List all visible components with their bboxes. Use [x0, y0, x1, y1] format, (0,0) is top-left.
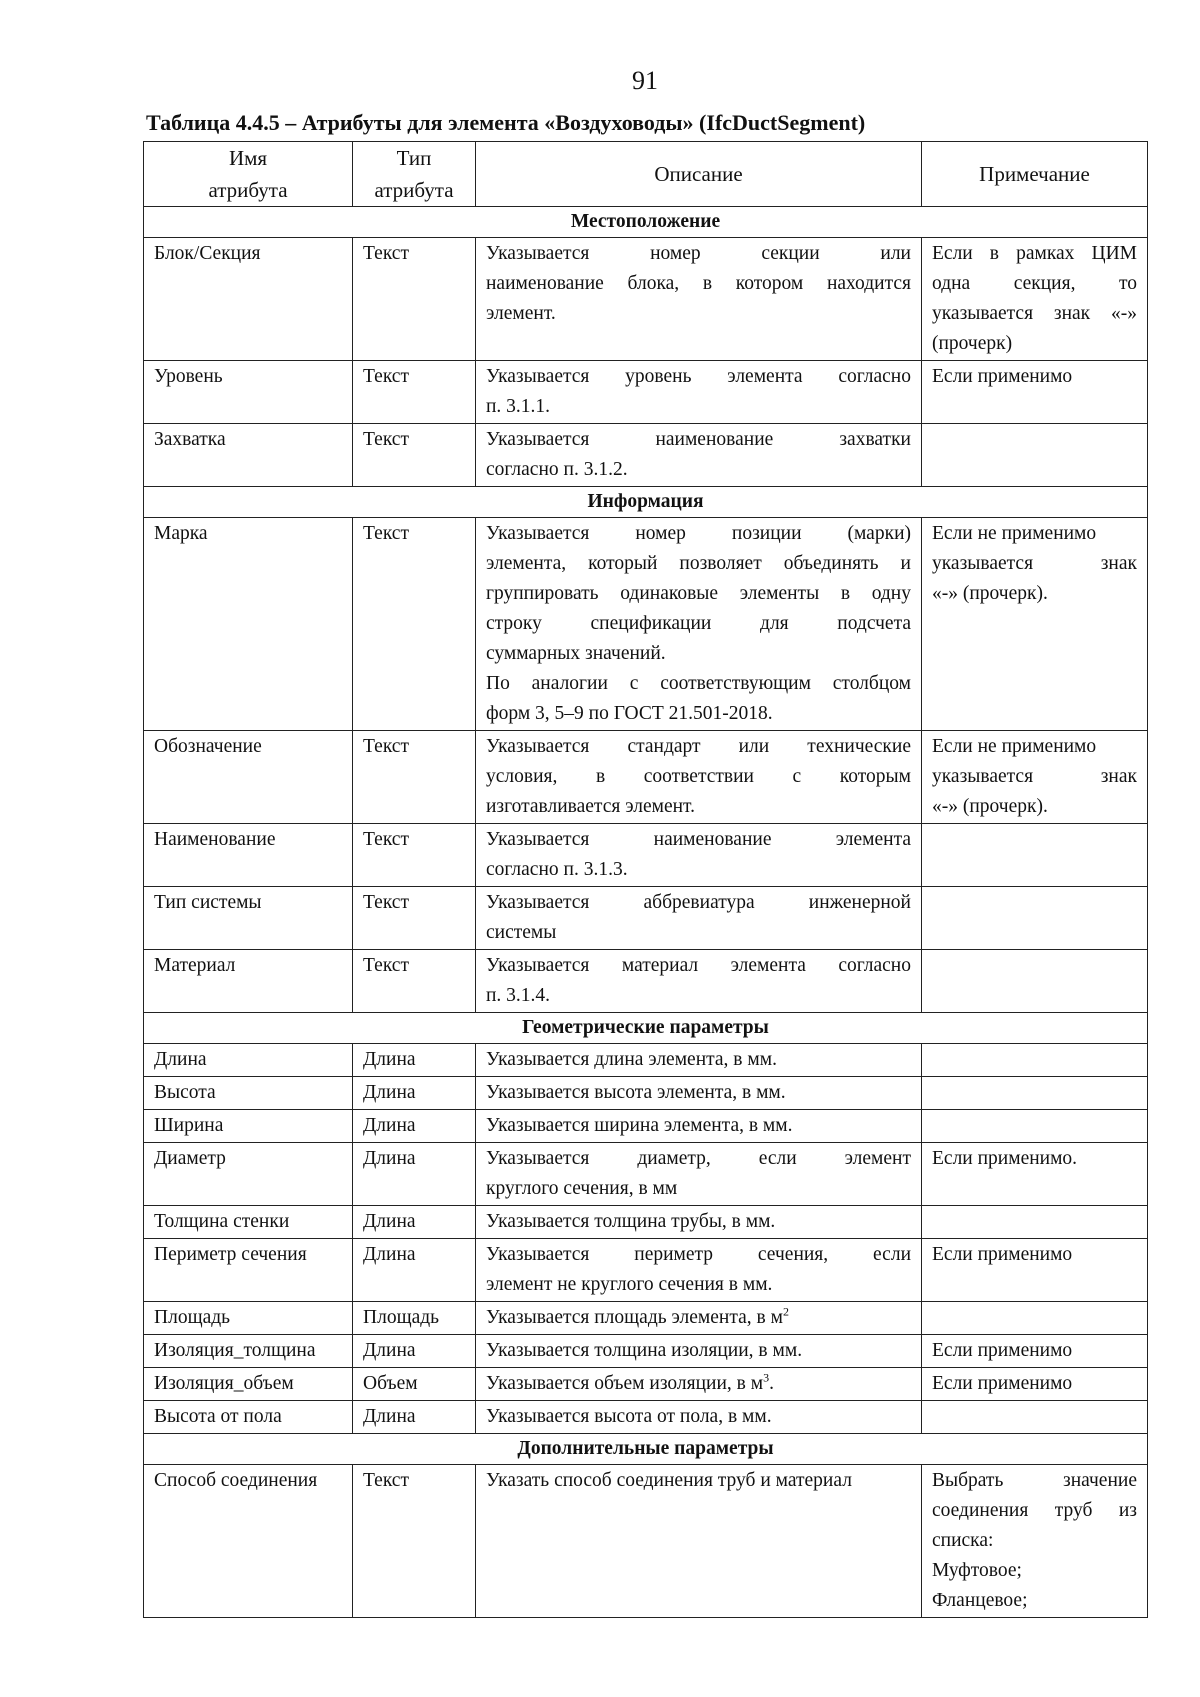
text-line: Указывается длина элемента, в мм.: [486, 1049, 777, 1070]
attribute-type: Длина: [353, 1044, 476, 1077]
text-line: «-» (прочерк).: [932, 583, 1048, 604]
text-line: Указывается материал элемента согласно: [486, 955, 911, 976]
header-type: Тип атрибута: [353, 142, 476, 207]
table-row: [144, 1401, 1148, 1434]
table-row: [144, 824, 1148, 887]
table-row: [144, 887, 1148, 950]
attribute-note: [922, 1465, 1148, 1618]
text-line: Если применимо: [932, 1373, 1073, 1394]
text-line: Выбрать значение: [932, 1470, 1137, 1491]
attribute-description: [476, 518, 922, 731]
attribute-type: Текст: [353, 238, 476, 361]
attribute-description: [476, 731, 922, 824]
text-line: указывается знак «-»: [932, 303, 1137, 324]
table-row: [144, 424, 1148, 487]
text-line: Указать способ соединения труб и материал: [486, 1470, 852, 1491]
table-row: [144, 731, 1148, 824]
attribute-name: Высота: [144, 1077, 353, 1110]
text-line: Указывается аббревиатура инженерной: [486, 892, 911, 913]
attribute-description: [476, 1239, 922, 1302]
attribute-type: Длина: [353, 1239, 476, 1302]
attribute-note: [922, 361, 1148, 424]
text-line: форм 3, 5–9 по ГОСТ 21.501-2018.: [486, 703, 773, 724]
text-line: Указывается стандарт или технические: [486, 736, 911, 757]
section-row: [144, 1013, 1148, 1044]
attribute-note: [922, 1368, 1148, 1401]
attribute-note: [922, 424, 1148, 487]
section-title: Геометрические параметры: [144, 1013, 1148, 1044]
attribute-description: [476, 1206, 922, 1239]
text-line: Указывается наименование захватки: [486, 429, 911, 450]
attribute-description: [476, 887, 922, 950]
text-line: Если в рамках ЦИМ: [932, 243, 1137, 264]
attribute-type: Текст: [353, 361, 476, 424]
attributes-table: [143, 141, 1148, 1618]
attribute-note: [922, 731, 1148, 824]
table-caption: Таблица 4.4.5 – Атрибуты для элемента «Воздуховоды» (IfcDuctSegment): [146, 110, 866, 135]
attribute-type: Текст: [353, 1465, 476, 1618]
attribute-type: Текст: [353, 824, 476, 887]
text-line: Если применимо: [932, 1244, 1073, 1265]
text-line: «-» (прочерк).: [932, 796, 1048, 817]
table-row: [144, 518, 1148, 731]
text-line: Указывается площадь элемента, в м: [486, 1307, 783, 1328]
attribute-note: [922, 1077, 1148, 1110]
text-line: элемента, который позволяет объединять и: [486, 553, 911, 574]
attribute-type: Площадь: [353, 1302, 476, 1335]
text-line: Указывается высота элемента, в мм.: [486, 1082, 786, 1103]
text-line: одна секция, то: [932, 273, 1137, 294]
section-title: Дополнительные параметры: [144, 1434, 1148, 1465]
table-row: [144, 1368, 1148, 1401]
page-number: 91: [632, 66, 658, 95]
text-line: Указывается наименование элемента: [486, 829, 911, 850]
text-line: Указывается высота от пола, в мм.: [486, 1406, 772, 1427]
text-line: Если применимо: [932, 1340, 1073, 1361]
attribute-note: [922, 1302, 1148, 1335]
attribute-description: [476, 424, 922, 487]
attribute-type: Текст: [353, 887, 476, 950]
table-row: [144, 361, 1148, 424]
text-line: (прочерк): [932, 333, 1013, 354]
attribute-note: [922, 1044, 1148, 1077]
attribute-name: Изоляция_объем: [144, 1368, 353, 1401]
attribute-note: [922, 887, 1148, 950]
text-line: соединения труб из: [932, 1500, 1137, 1521]
attribute-description: [476, 824, 922, 887]
attribute-type: Длина: [353, 1077, 476, 1110]
attribute-note: [922, 518, 1148, 731]
attribute-name: Ширина: [144, 1110, 353, 1143]
attribute-note: [922, 1401, 1148, 1434]
attribute-note: [922, 950, 1148, 1013]
text-line: системы: [486, 922, 557, 943]
attribute-description: [476, 1044, 922, 1077]
attribute-type: Текст: [353, 731, 476, 824]
attribute-name: Площадь: [144, 1302, 353, 1335]
attribute-type: Длина: [353, 1143, 476, 1206]
attribute-note: [922, 238, 1148, 361]
section-row: [144, 487, 1148, 518]
section-row: [144, 1434, 1148, 1465]
attribute-description: [476, 1110, 922, 1143]
section-title: Информация: [144, 487, 1148, 518]
attribute-description: [476, 1465, 922, 1618]
table-row: [144, 1044, 1148, 1077]
attribute-name: Захватка: [144, 424, 353, 487]
attribute-name: Способ соединения: [144, 1465, 353, 1618]
header-note: Примечание: [922, 142, 1148, 207]
attribute-name: Периметр сечения: [144, 1239, 353, 1302]
text-line: Указывается толщина изоляции, в мм.: [486, 1340, 803, 1361]
table-row: [144, 1143, 1148, 1206]
text-line: Муфтовое;: [932, 1560, 1022, 1581]
text-line: элемент.: [486, 303, 556, 324]
attribute-note: [922, 1239, 1148, 1302]
table-row: [144, 238, 1148, 361]
attribute-type: Текст: [353, 950, 476, 1013]
attribute-type: Длина: [353, 1401, 476, 1434]
text-line: элемент не круглого сечения в мм.: [486, 1274, 773, 1295]
table-row: [144, 1239, 1148, 1302]
text-line: п. 3.1.1.: [486, 396, 551, 417]
text-line: круглого сечения, в мм: [486, 1178, 678, 1199]
text-line: суммарных значений.: [486, 643, 666, 664]
attribute-description: [476, 1368, 922, 1401]
table-row: [144, 1302, 1148, 1335]
text-line: указывается знак: [932, 766, 1137, 787]
attribute-name: Высота от пола: [144, 1401, 353, 1434]
text-line: Указывается диаметр, если элемент: [486, 1148, 911, 1169]
attribute-note: [922, 1206, 1148, 1239]
attribute-name: Диаметр: [144, 1143, 353, 1206]
superscript: 2: [782, 1304, 789, 1319]
attribute-note: [922, 824, 1148, 887]
text-line: условия, в соответствии с которым: [486, 766, 911, 787]
text-line: Указывается периметр сечения, если: [486, 1244, 911, 1265]
text-line: согласно п. 3.1.2.: [486, 459, 628, 480]
attribute-description: [476, 361, 922, 424]
text-line: Указывается объем изоляции, в м: [486, 1373, 764, 1394]
table-row: [144, 1077, 1148, 1110]
text-line: изготавливается элемент.: [486, 796, 695, 817]
text-line: Указывается толщина трубы, в мм.: [486, 1211, 776, 1232]
section-row: [144, 207, 1148, 238]
text-line: группировать одинаковые элементы в одну: [486, 583, 911, 604]
text-line: Если применимо.: [932, 1148, 1078, 1169]
text-line: строку спецификации для подсчета: [486, 613, 911, 634]
attribute-type: Длина: [353, 1206, 476, 1239]
attribute-type: Текст: [353, 518, 476, 731]
text-suffix: .: [769, 1373, 774, 1394]
text-line: Если не применимо: [932, 523, 1097, 544]
attribute-name: Наименование: [144, 824, 353, 887]
attribute-name: Блок/Секция: [144, 238, 353, 361]
text-line: Если применимо: [932, 366, 1073, 387]
table-row: [144, 1206, 1148, 1239]
table-row: [144, 950, 1148, 1013]
text-line: По аналогии с соответствующим столбцом: [486, 673, 911, 694]
attribute-description: [476, 1143, 922, 1206]
attribute-type: Длина: [353, 1110, 476, 1143]
table-row: [144, 1465, 1148, 1618]
section-title: Местоположение: [144, 207, 1148, 238]
attribute-type: Объем: [353, 1368, 476, 1401]
attribute-description: [476, 1077, 922, 1110]
superscript: 3: [763, 1370, 770, 1385]
text-line: списка:: [932, 1530, 994, 1551]
table-body: [144, 207, 1148, 1618]
attribute-type: Текст: [353, 424, 476, 487]
table-row: [144, 1335, 1148, 1368]
attribute-description: [476, 1401, 922, 1434]
text-line: указывается знак: [932, 553, 1137, 574]
text-line: Фланцевое;: [932, 1590, 1028, 1611]
attribute-name: Материал: [144, 950, 353, 1013]
text-line: п. 3.1.4.: [486, 985, 551, 1006]
attribute-name: Тип системы: [144, 887, 353, 950]
attribute-name: Обозначение: [144, 731, 353, 824]
text-line: Указывается номер позиции (марки): [486, 523, 911, 544]
text-line: Если не применимо: [932, 736, 1097, 757]
table-header-row: [144, 142, 1148, 207]
attribute-description: [476, 950, 922, 1013]
attribute-description: [476, 1302, 922, 1335]
attribute-name: Уровень: [144, 361, 353, 424]
attribute-name: Длина: [144, 1044, 353, 1077]
text-line: согласно п. 3.1.3.: [486, 859, 628, 880]
header-description: Описание: [476, 142, 922, 207]
text-line: наименование блока, в котором находится: [486, 273, 911, 294]
attribute-note: [922, 1110, 1148, 1143]
attribute-type: Длина: [353, 1335, 476, 1368]
attribute-name: Изоляция_толщина: [144, 1335, 353, 1368]
attribute-description: [476, 238, 922, 361]
text-line: Указывается номер секции или: [486, 243, 911, 264]
attribute-name: Марка: [144, 518, 353, 731]
attribute-note: [922, 1335, 1148, 1368]
attribute-description: [476, 1335, 922, 1368]
header-name: Имя атрибута: [144, 142, 353, 207]
text-line: Указывается уровень элемента согласно: [486, 366, 911, 387]
text-line: Указывается ширина элемента, в мм.: [486, 1115, 793, 1136]
attribute-name: Толщина стенки: [144, 1206, 353, 1239]
table-row: [144, 1110, 1148, 1143]
attribute-note: [922, 1143, 1148, 1206]
